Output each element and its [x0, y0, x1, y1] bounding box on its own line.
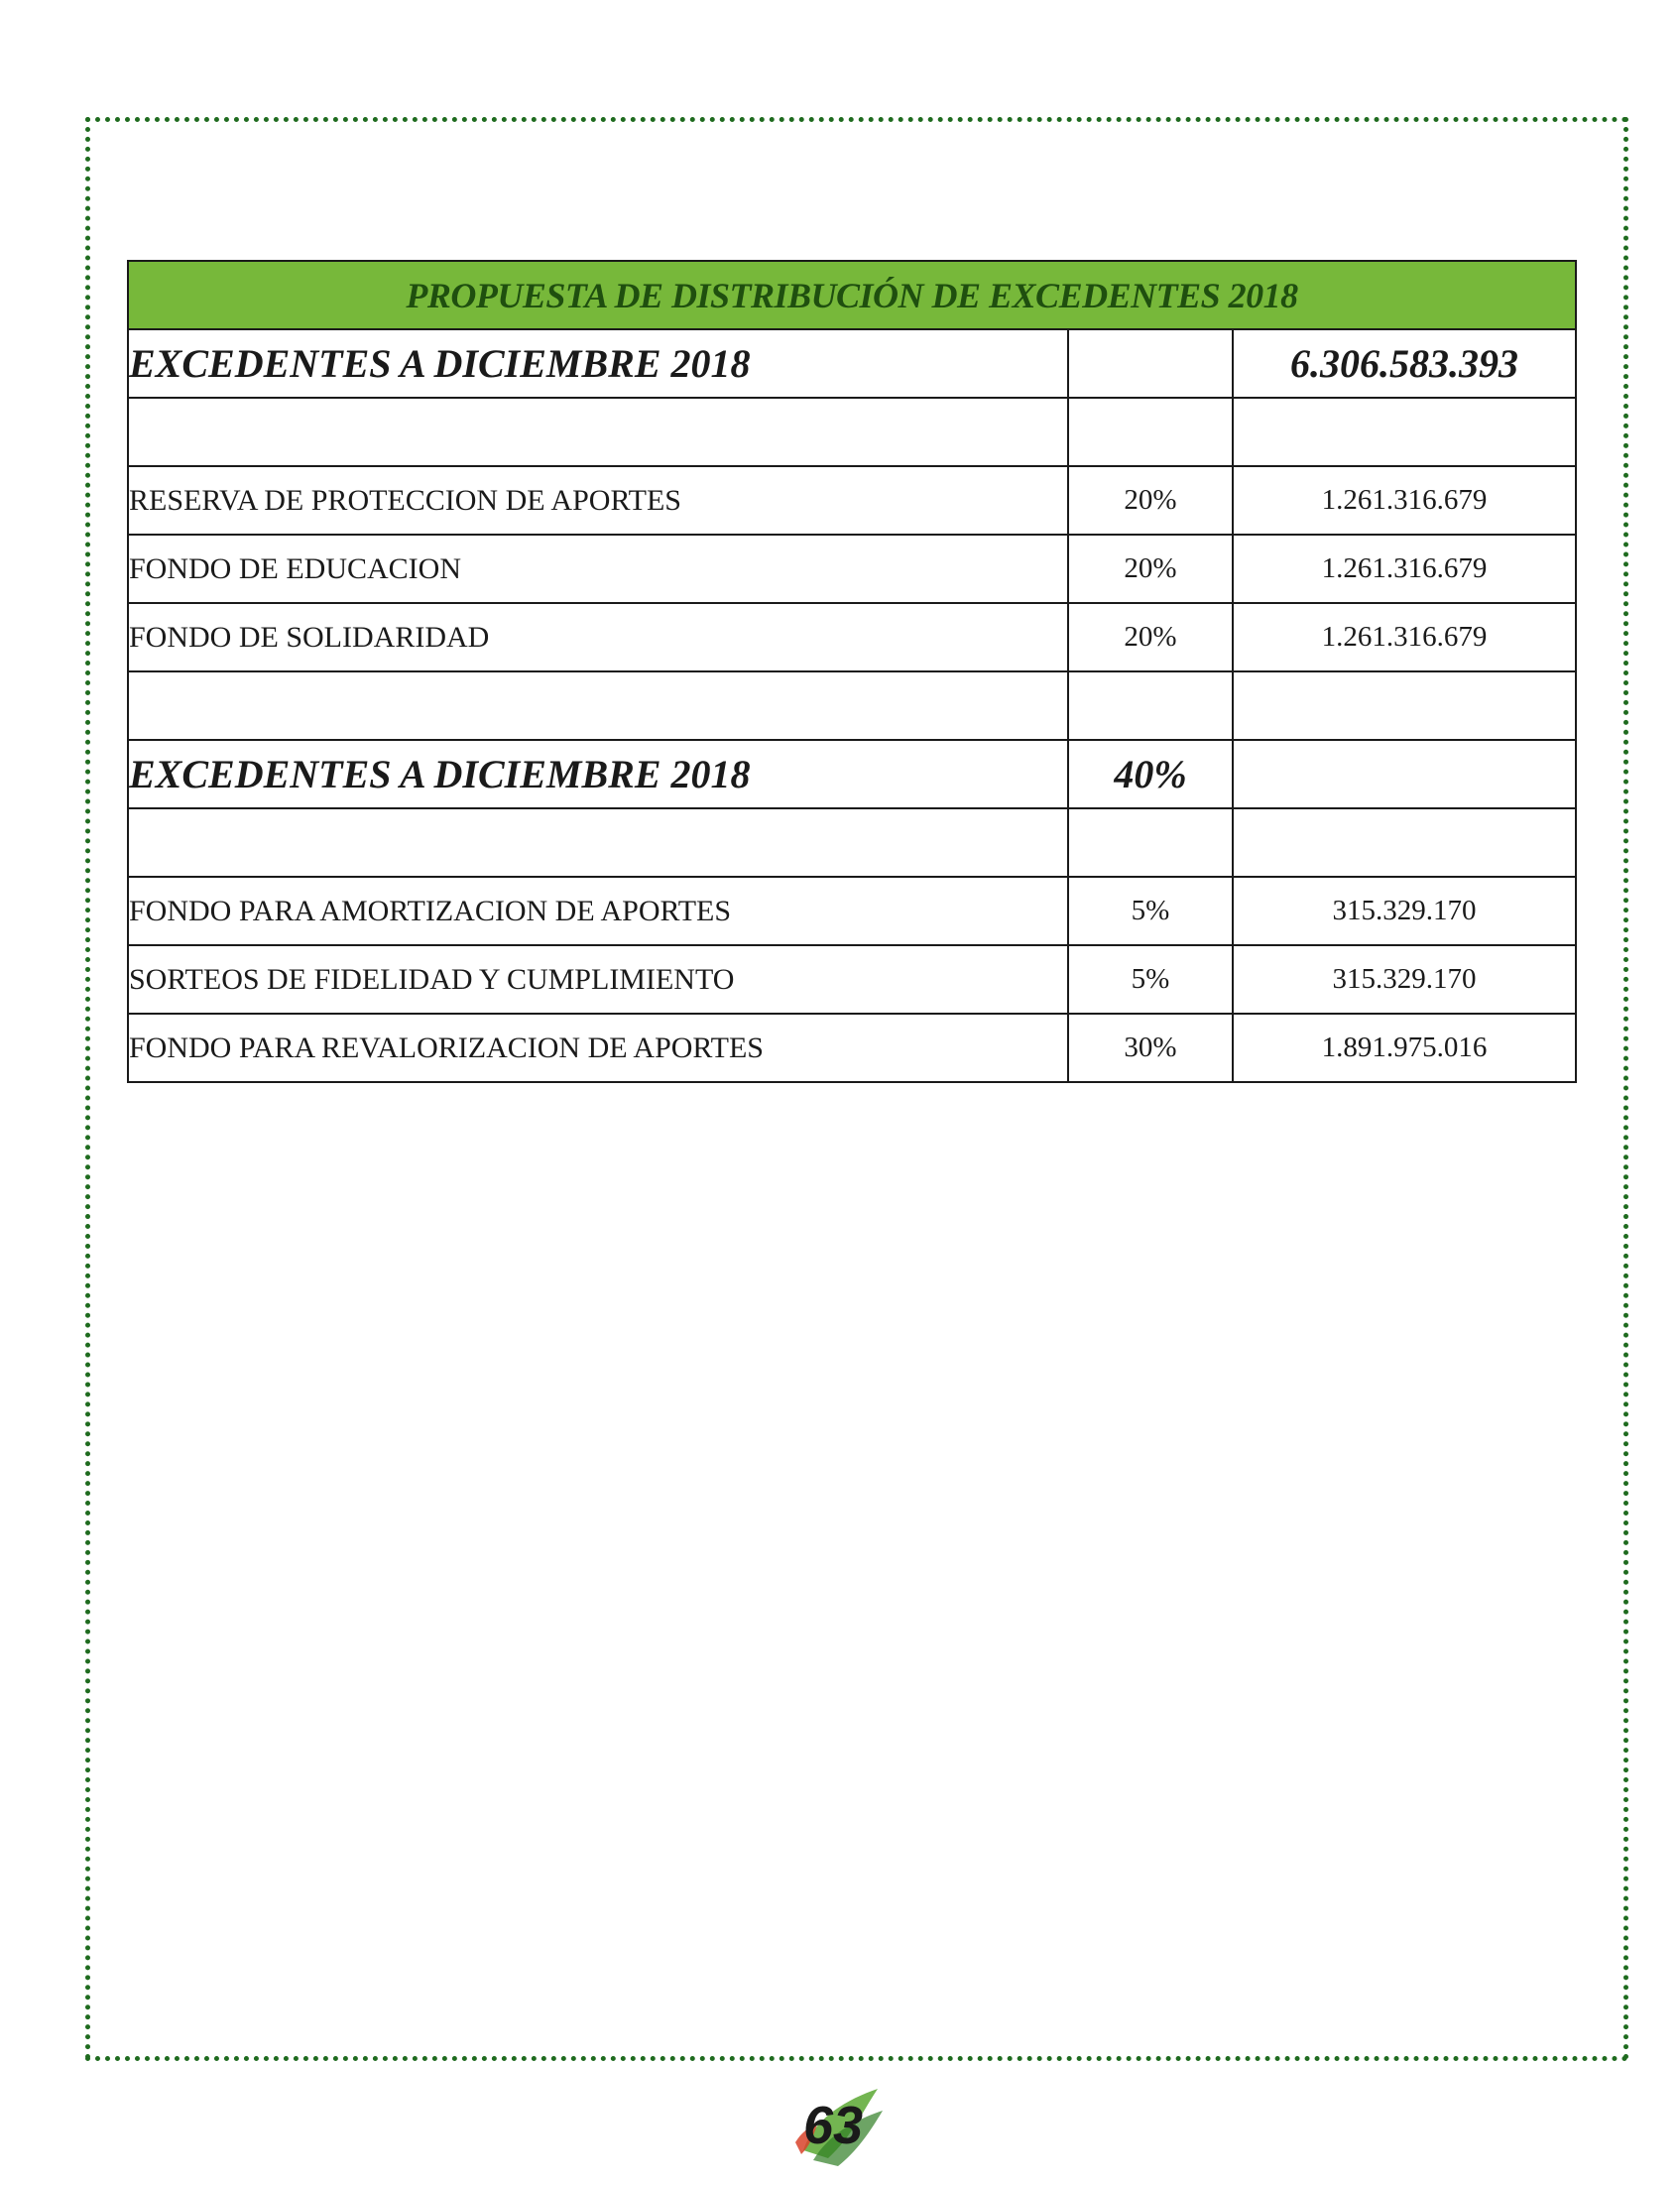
row-label: FONDO PARA AMORTIZACION DE APORTES — [128, 877, 1068, 945]
table-title-row — [128, 261, 1576, 329]
row-label: SORTEOS DE FIDELIDAD Y CUMPLIMIENTO — [128, 945, 1068, 1014]
row-label: FONDO DE SOLIDARIDAD — [128, 603, 1068, 671]
table-row — [128, 945, 1576, 1014]
table-row-empty — [128, 671, 1576, 740]
row-percent: 30% — [1068, 1014, 1233, 1082]
header-percent — [1068, 329, 1233, 398]
table-title: PROPUESTA DE DISTRIBUCIÓN DE EXCEDENTES 2018 — [128, 261, 1576, 329]
row-amount: 315.329.170 — [1233, 945, 1576, 1014]
row-amount: 1.891.975.016 — [1233, 1014, 1576, 1082]
subheader-percent: 40% — [1068, 740, 1233, 808]
row-amount: 1.261.316.679 — [1233, 466, 1576, 535]
table-row-empty — [128, 808, 1576, 877]
distribution-table — [127, 260, 1577, 1083]
row-label: FONDO DE EDUCACION — [128, 535, 1068, 603]
subheader-amount — [1233, 740, 1576, 808]
table-row-empty — [128, 398, 1576, 466]
row-amount: 315.329.170 — [1233, 877, 1576, 945]
table-row — [128, 535, 1576, 603]
subheader-label: EXCEDENTES A DICIEMBRE 2018 — [128, 740, 1068, 808]
page-number-badge — [783, 2081, 902, 2170]
row-percent: 5% — [1068, 877, 1233, 945]
header-label: EXCEDENTES A DICIEMBRE 2018 — [128, 329, 1068, 398]
row-amount: 1.261.316.679 — [1233, 535, 1576, 603]
row-percent: 20% — [1068, 535, 1233, 603]
row-percent: 20% — [1068, 466, 1233, 535]
table-row — [128, 603, 1576, 671]
table-row-subheader — [128, 740, 1576, 808]
row-percent: 5% — [1068, 945, 1233, 1014]
page-number: 63 — [803, 2096, 864, 2155]
table-row — [128, 1014, 1576, 1082]
row-amount: 1.261.316.679 — [1233, 603, 1576, 671]
table-row-header — [128, 329, 1576, 398]
header-amount: 6.306.583.393 — [1233, 329, 1576, 398]
table-row — [128, 466, 1576, 535]
row-label: RESERVA DE PROTECCION DE APORTES — [128, 466, 1068, 535]
table-row — [128, 877, 1576, 945]
row-percent: 20% — [1068, 603, 1233, 671]
row-label: FONDO PARA REVALORIZACION DE APORTES — [128, 1014, 1068, 1082]
